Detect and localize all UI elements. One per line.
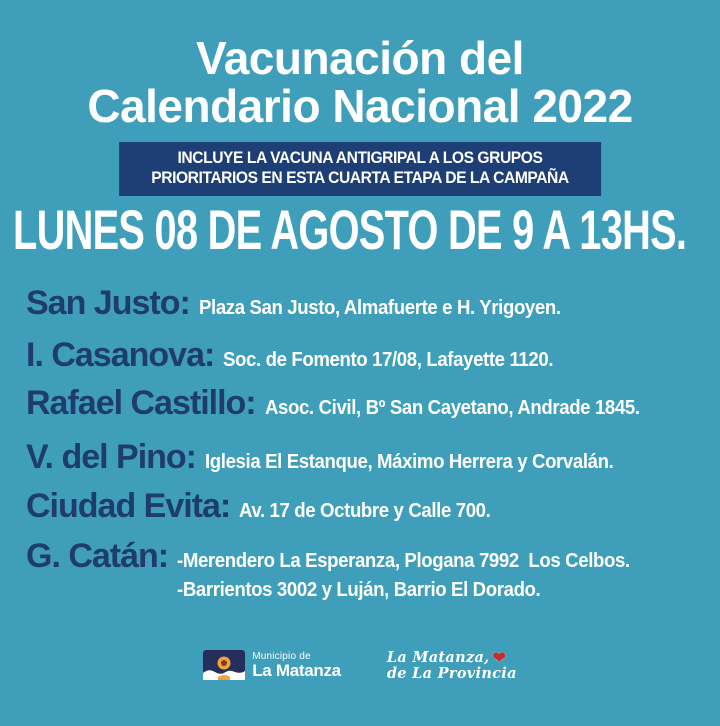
location-address-stack — [177, 548, 664, 603]
municipality-logo — [203, 650, 341, 680]
slogan-line1-text: La Matanza, — [386, 649, 490, 666]
location-row-ciudad-evita — [26, 487, 510, 525]
location-address: Av. 17 de Octubre y Calle 700. — [239, 500, 491, 522]
date-heading-text: LUNES 08 DE AGOSTO DE 9 A 13HS. — [13, 198, 687, 261]
location-name: Rafael Castillo: — [26, 384, 256, 422]
locations-list — [26, 280, 720, 620]
la-matanza-heart-slogan — [387, 650, 517, 682]
flyer-title-line2: Calendario Nacional 2022 — [87, 80, 633, 132]
location-row-i-casanova — [26, 336, 578, 374]
municipality-name-small: Municipio de — [252, 650, 311, 662]
date-heading — [13, 198, 720, 261]
location-address: Iglesia El Estanque, Máximo Herrera y Corvalán. — [205, 451, 614, 473]
location-address: -Merendero La Esperanza, Plogana 7992 Los Celbos. — [177, 550, 630, 572]
municipality-name-big: La Matanza — [252, 660, 341, 680]
municipality-name — [252, 651, 341, 680]
location-name: San Justo: — [26, 284, 190, 322]
subtitle-banner — [119, 142, 601, 196]
location-row-v-del-pino — [26, 438, 644, 476]
location-row-san-justo — [26, 284, 588, 322]
flyer-title — [0, 34, 720, 130]
footer — [0, 650, 720, 682]
location-address: Asoc. Civil, Bº San Cayetano, Andrade 1845. — [264, 397, 640, 419]
location-name: G. Catán: — [26, 537, 169, 575]
location-row-g-catan — [26, 537, 664, 603]
flyer-title-line1: Vacunación del — [196, 32, 524, 84]
la-matanza-flag-icon — [203, 650, 245, 680]
location-name: Ciudad Evita: — [26, 487, 231, 525]
location-name: V. del Pino: — [26, 438, 197, 476]
slogan-line2-text: de La Provincia — [386, 665, 517, 682]
location-name: I. Casanova: — [26, 336, 215, 374]
slogan-line1 — [387, 650, 517, 666]
subtitle-banner-line2: PRIORITARIOS EN ESTA CUARTA ETAPA DE LA CAMPAÑA — [151, 168, 569, 187]
heart-icon: ❤ — [492, 648, 507, 667]
location-address: Soc. de Fomento 17/08, Lafayette 1120. — [223, 349, 554, 371]
location-row-rafael-castillo — [26, 384, 667, 422]
location-address: Plaza San Justo, Almafuerte e H. Yrigoyen. — [198, 297, 561, 319]
subtitle-banner-line1: INCLUYE LA VACUNA ANTIGRIPAL A LOS GRUPOS — [177, 148, 543, 167]
location-address: -Barrientos 3002 y Luján, Barrio El Dorado. — [177, 579, 541, 601]
